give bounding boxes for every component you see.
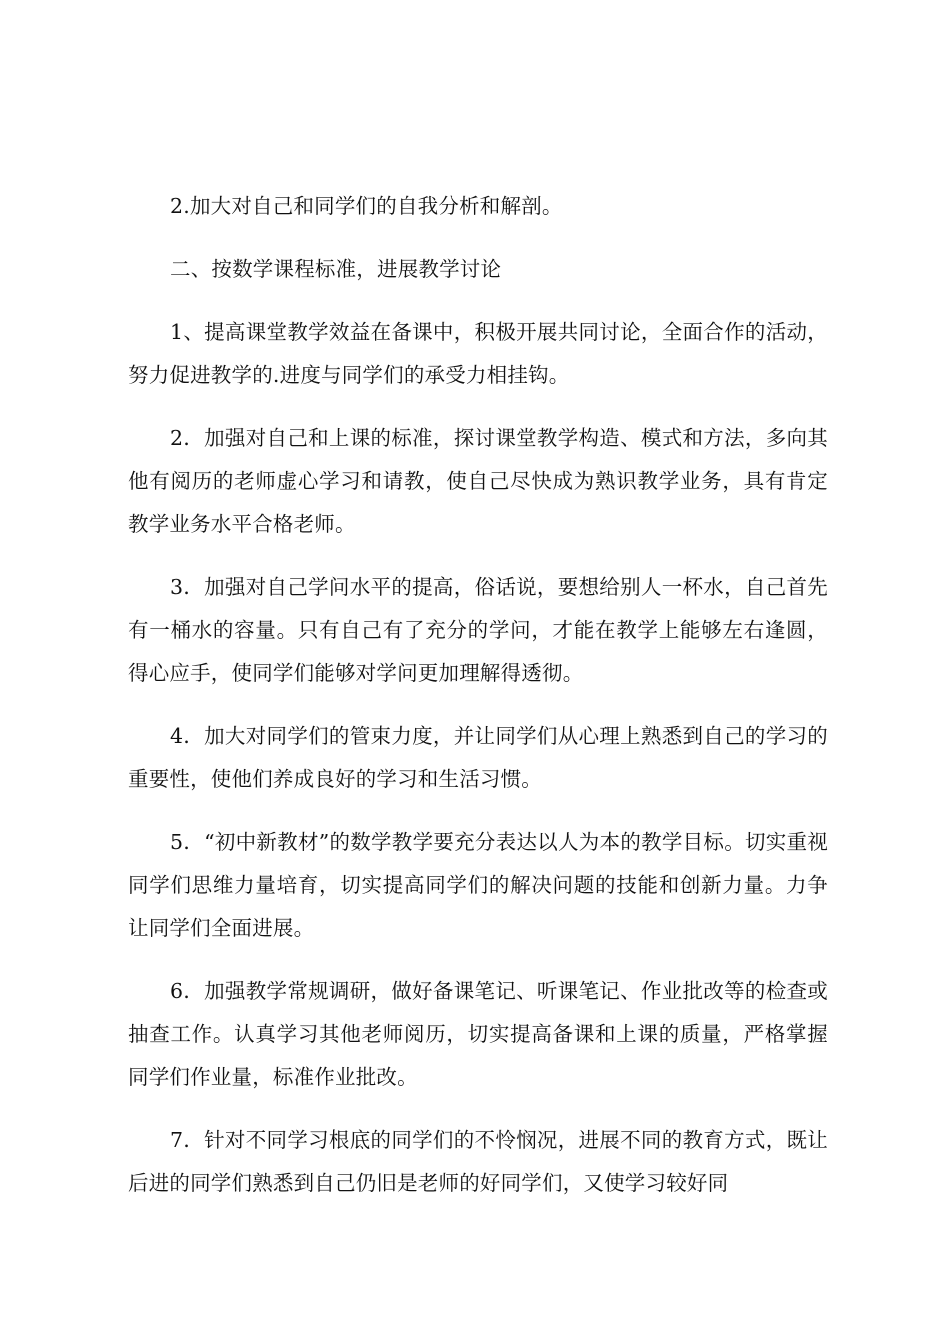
- paragraph-item-4: 4．加大对同学们的管束力度，并让同学们从心理上熟悉到自己的学习的重要性，使他们养成良好的学习和生活习惯。: [128, 724, 828, 791]
- paragraph-item-7: 7．针对不同学习根底的同学们的不怜悯况，进展不同的教育方式，既让后进的同学们熟悉到自己仍旧是老师的好同学们，又使学习较好同: [128, 1128, 828, 1195]
- paragraph-self-analysis: 2.加大对自己和同学们的自我分析和解剖。: [170, 194, 563, 218]
- paragraph-item-2: 2．加强对自己和上课的标准，探讨课堂教学构造、模式和方法，多向其他有阅历的老师虚心学习和请教，使自己尽快成为熟识教学业务，具有肯定教学业务水平合格老师。: [128, 426, 828, 536]
- paragraph-item-6: 6．加强教学常规调研，做好备课笔记、听课笔记、作业批改等的检查或抽查工作。认真学习其他老师阅历，切实提高备课和上课的质量，严格掌握同学们作业量，标准作业批改。: [128, 979, 828, 1089]
- section-heading-curriculum-standards: 二、按数学课程标准，进展教学讨论: [170, 257, 502, 281]
- paragraph-item-3: 3．加强对自己学问水平的提高，俗话说，要想给别人一杯水，自己首先有一桶水的容量。只有自己有了充分的学问，才能在教学上能够左右逢圆，得心应手，使同学们能够对学问更加理解得透彻。: [128, 575, 828, 685]
- paragraph-item-5: 5．“初中新教材”的数学教学要充分表达以人为本的教学目标。切实重视同学们思维力量培育，切实提高同学们的解决问题的技能和创新力量。力争让同学们全面进展。: [128, 830, 828, 940]
- paragraph-item-1: 1、提高课堂教学效益在备课中，积极开展共同讨论，全面合作的活动，努力促进教学的.进度与同学们的承受力相挂钩。: [128, 320, 828, 387]
- document-body: [128, 185, 828, 1225]
